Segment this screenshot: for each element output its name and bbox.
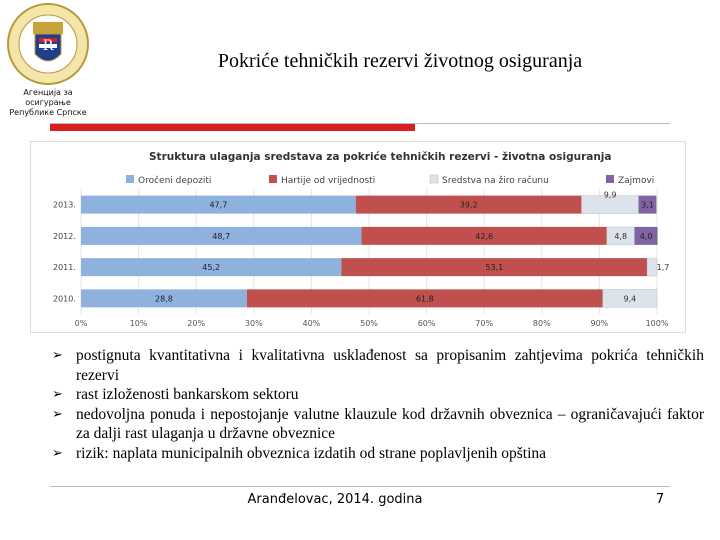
x-tick-label: 90% (590, 319, 609, 328)
data-label: 61,8 (415, 294, 434, 304)
legend-label: Oročeni depoziti (138, 176, 212, 186)
arrow-bullet-icon: ➢ (52, 387, 63, 402)
agency-logo (6, 2, 90, 88)
header-accent-bar (50, 124, 415, 131)
arrow-bullet-icon: ➢ (52, 348, 63, 363)
bullet-text: postignuta kvantitativna i kvalitativna usklađenost sa propisanim zahtjevima pokrića tehničkih rezervi (76, 347, 704, 384)
x-tick-label: 70% (475, 319, 494, 328)
chart-title: Struktura ulaganja sredstava za pokriće tehničkih rezervi - životna osiguranja (149, 151, 612, 163)
data-label: 28,8 (155, 294, 173, 304)
category-label: 2012. (53, 231, 76, 241)
x-tick-label: 30% (244, 319, 263, 328)
category-label: 2010. (53, 294, 76, 304)
data-label: 3,1 (641, 200, 654, 210)
data-label: 47,7 (209, 200, 228, 210)
data-label: 4,8 (614, 231, 628, 241)
footer-text: Aranđelovac, 2014. godina (247, 492, 423, 507)
data-label: 4,0 (639, 231, 653, 241)
page-number: 7 (655, 492, 665, 507)
data-label: 9,4 (623, 294, 637, 304)
bar-segment (647, 258, 657, 276)
data-label: 9,9 (603, 190, 617, 200)
bullet-item (52, 346, 704, 385)
agency-name-line1: Агенција за осигурање (23, 88, 73, 107)
x-tick-label: 10% (129, 319, 148, 328)
x-tick-label: 0% (74, 319, 88, 328)
x-tick-label: 20% (187, 319, 206, 328)
bullet-item (52, 405, 704, 444)
legend-label: Sredstva na žiro računu (442, 176, 549, 186)
agency-name (0, 88, 96, 118)
data-label: 45,2 (202, 263, 221, 273)
bullet-text: rizik: naplata municipalnih obveznica izdatih od strane poplavljenih opština (76, 444, 547, 462)
x-tick-label: 50% (360, 319, 378, 328)
x-tick-label: 60% (417, 319, 436, 328)
agency-name-line2: Републике Српске (9, 108, 87, 117)
legend-swatch (430, 175, 438, 183)
slide-title: Pokriće tehničkih rezervi životnog osiguranja (217, 50, 583, 72)
legend-swatch (269, 175, 277, 183)
bullet-text: nedovoljna ponuda i nepostojanje valutne klauzule kod državnih obveznica – ograničavajući faktor za dalji rast ulaganja u državne obveznice (76, 405, 704, 442)
data-label: 53,1 (485, 263, 504, 273)
chart-panel (30, 141, 686, 333)
arrow-bullet-icon: ➢ (52, 445, 63, 461)
data-label: 39,2 (459, 200, 478, 210)
legend-swatch (606, 175, 614, 183)
x-tick-label: 100% (645, 319, 669, 328)
data-label: 1,7 (656, 263, 670, 273)
arrow-bullet-icon: ➢ (52, 406, 63, 422)
bullet-text: rast izloženosti bankarskom sektoru (76, 386, 299, 403)
data-label: 42,6 (475, 231, 494, 241)
category-label: 2013. (53, 200, 76, 210)
svg-text:R: R (42, 38, 54, 54)
bullet-item (52, 444, 704, 464)
bullet-item (52, 385, 704, 405)
x-tick-label: 40% (302, 319, 321, 328)
category-label: 2011. (53, 263, 76, 273)
legend-swatch (126, 175, 134, 183)
x-tick-label: 80% (532, 319, 551, 328)
footer-divider (50, 486, 670, 487)
legend-label: Hartije od vrijednosti (281, 176, 376, 186)
stacked-bar-chart (31, 142, 685, 332)
data-label: 48,7 (212, 231, 231, 241)
legend-label: Zajmovi (618, 176, 655, 186)
bullet-list (52, 346, 704, 463)
